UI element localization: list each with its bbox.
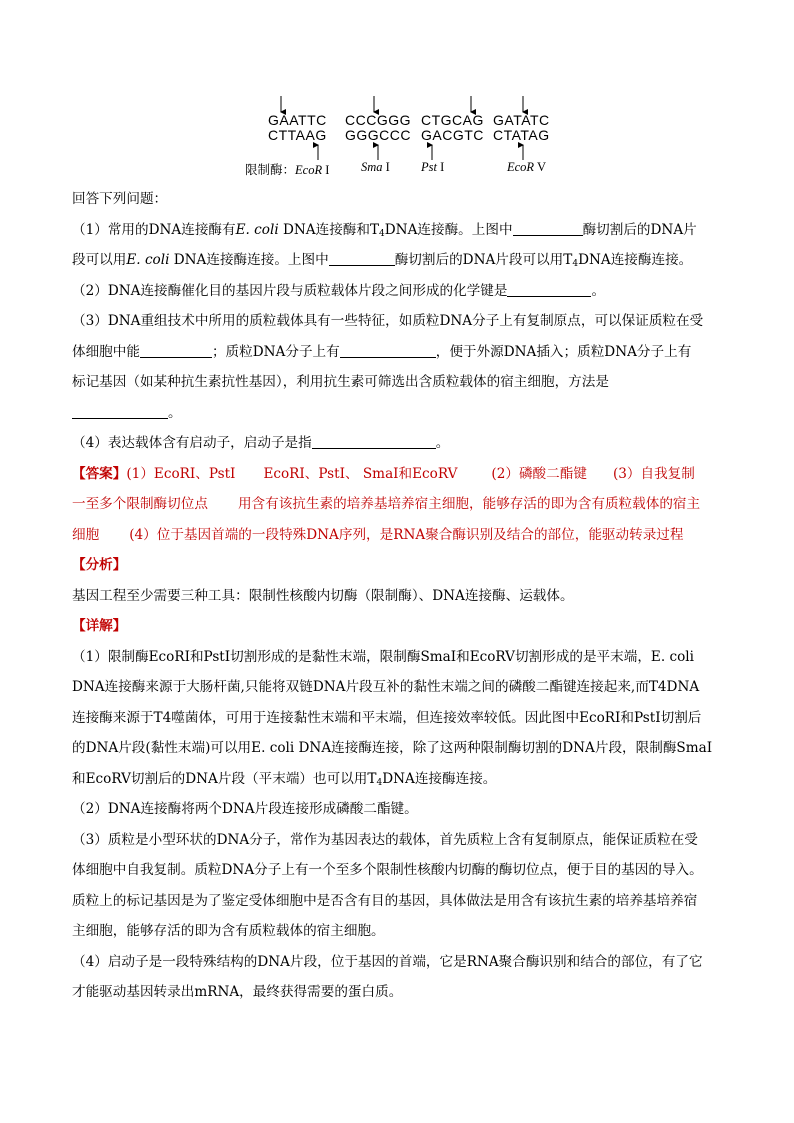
top-strand: GATATC	[493, 112, 550, 128]
q3-line-1	[72, 306, 727, 337]
q3-text: ；质粒DNA分子上有	[211, 343, 340, 360]
answer-text: (4）位于基因首端的一段特殊DNA序列，是RNA聚合酶识别及结合的部位，能驱动转录过程	[129, 526, 684, 543]
q3-blank-2[interactable]	[340, 343, 436, 358]
detail-line	[72, 703, 727, 734]
q2-text: （2）DNA连接酶催化目的基因片段与质粒载体片段之间形成的化学键是	[72, 282, 508, 299]
bottom-strand: GGGCCC	[345, 127, 411, 143]
detail-text: DNA连接酶连接。	[382, 770, 497, 787]
detail-text: 和EcoRV切割后的DNA片段（平末端）也可以用T	[72, 770, 377, 787]
site-ecori-sequence	[268, 113, 327, 143]
q1-line-1	[72, 215, 727, 246]
q3-text: ，便于外源DNA插入；质粒DNA分子上有	[435, 343, 692, 360]
answer-text: (2）磷酸二酯键	[491, 465, 587, 482]
q4-text: （4）表达载体含有启动子，启动子是指	[72, 435, 312, 451]
q1-text: DNA连接酶连接。上图中	[169, 252, 329, 268]
label-prefix: 限制酶：	[245, 163, 296, 177]
q2-line	[72, 276, 727, 307]
analysis-label-line	[72, 550, 727, 581]
subscript-4: 4	[379, 228, 385, 239]
q3-line-3	[72, 367, 727, 398]
enzyme-number: I	[382, 160, 390, 174]
answer-text: 用含有该抗生素的培养基培养宿主细胞，能够存活的即为含有质粒载体的宿主	[237, 496, 701, 512]
q3-text: 体细胞中能	[72, 343, 140, 360]
q1-text: 酶切割后的DNA片段可以用T	[394, 252, 573, 268]
enzyme-label-smai	[361, 160, 390, 175]
q3-blank-3[interactable]	[72, 404, 168, 419]
detail-text: （2）DNA连接酶将两个DNA片段连接形成磷酸二酯键。	[72, 801, 418, 817]
detail-label: 【详解】	[72, 618, 127, 634]
detail-line	[72, 977, 727, 1008]
answer-text: (3）自我复制	[612, 465, 695, 482]
bottom-strand: CTATAG	[493, 127, 550, 143]
detail-line	[72, 672, 727, 703]
detail-line	[72, 855, 727, 886]
q3-text: 标记基因（如某种抗生素抗性基因），利用抗生素可筛选出含质粒载体的宿主细胞，方法是	[72, 374, 609, 390]
answer-line-2	[72, 489, 727, 520]
bottom-strand: CTTAAG	[268, 127, 327, 143]
site-ecorv-sequence	[493, 113, 550, 143]
detail-text: （3）质粒是小型环状的DNA分子，常作为基因表达的载体，首先质粒上含有复制原点，能保证质粒在受	[72, 831, 698, 848]
q1-text: DNA连接酶。上图中	[384, 221, 513, 238]
analysis-label: 【分析】	[72, 557, 127, 573]
q4-text: 。	[435, 435, 450, 451]
site-psti-sequence	[421, 113, 484, 143]
q1-text: （1）常用的DNA连接酶有	[72, 221, 236, 238]
bottom-strand: GACGTC	[421, 127, 484, 143]
detail-text: 质粒上的标记基因是为了鉴定受体细胞中是否含有目的基因，具体做法是用含有该抗生素的培养基培养宿	[72, 892, 698, 909]
intro-text: 回答下列问题：	[72, 191, 168, 207]
q3-text: （3）DNA重组技术中所用的质粒载体具有一些特征，如质粒DNA分子上有复制原点，可以保证质粒在受	[72, 313, 704, 329]
detail-line	[72, 825, 727, 856]
detail-label-line	[72, 611, 727, 642]
detail-text: 体细胞中自我复制。质粒DNA分子上有一个至多个限制性核酸内切酶的酶切位点，便于目的基因的导入。	[72, 862, 703, 878]
q3-text: 。	[168, 404, 182, 421]
answer-line-3	[72, 520, 727, 551]
enzyme-name: EcoR	[295, 163, 323, 177]
detail-text: （4）启动子是一段特殊结构的DNA片段，位于基因的首端，它是RNA聚合酶识别和结合的部位，有了它	[72, 953, 703, 970]
detail-text: （1）限制酶EcoRI和PstI切割形成的是黏性末端，限制酶SmaI和EcoRV切割形成的是平末端，E. coli	[72, 648, 694, 665]
detail-line	[72, 794, 727, 825]
answer-text: EcoRI、PstI、 SmaI和EcoRV	[263, 465, 458, 482]
answer-text: 细胞	[72, 526, 100, 543]
q3-line-4	[72, 398, 727, 429]
q3-line-2	[72, 337, 727, 368]
q4-blank[interactable]	[312, 434, 436, 449]
subscript-4: 4	[572, 259, 579, 269]
enzyme-label-ecori	[245, 160, 329, 178]
site-smai-sequence	[345, 113, 411, 143]
detail-line	[72, 764, 727, 795]
cut-arrows	[0, 0, 794, 185]
enzyme-name: Sma	[361, 160, 383, 174]
answer-text: 一至多个限制酶切位点	[72, 496, 208, 512]
enzyme-number: I	[436, 160, 445, 174]
answer-text: (1）EcoRI、PstI	[126, 465, 236, 482]
q1-text: 酶切割后的DNA片	[582, 221, 697, 238]
detail-line	[72, 947, 727, 978]
top-strand: CCCGGG	[345, 112, 411, 128]
ecoli-italic: E. coli	[235, 221, 279, 238]
enzyme-label-psti	[421, 160, 444, 175]
detail-line	[72, 733, 727, 764]
detail-line	[72, 642, 727, 673]
enzyme-name: EcoR	[507, 160, 535, 174]
detail-text: 连接酶来源于T4噬菌体，可用于连接黏性末端和平末端，但连接效率较低。因此图中EcoRI和PstI切割后	[72, 709, 702, 726]
restriction-site-diagram	[0, 0, 794, 185]
detail-text: 的DNA片段(黏性末端)可以用E. coli DNA连接酶连接，除了这两种限制酶切割的DNA片段，限制酶SmaI	[72, 740, 713, 756]
detail-line	[72, 886, 727, 917]
detail-text: 主细胞，能够存活的即为含有质粒载体的宿主细胞。	[72, 923, 385, 939]
q1-text: 段可以用	[72, 252, 127, 268]
q1-line-2	[72, 245, 727, 276]
q1-blank-2[interactable]	[329, 251, 395, 266]
enzyme-number: V	[534, 160, 547, 174]
q4-line	[72, 428, 727, 459]
q2-blank[interactable]	[507, 282, 591, 297]
analysis-text-line	[72, 581, 727, 612]
analysis-text: 基因工程至少需要三种工具：限制性核酸内切酶（限制酶）、DNA连接酶、运载体。	[72, 587, 574, 604]
enzyme-name: Pst	[421, 160, 437, 174]
q2-text: 。	[591, 282, 606, 299]
answer-line-1	[72, 459, 727, 490]
answer-label: 【答案】	[72, 465, 127, 482]
q3-blank-1[interactable]	[140, 343, 212, 358]
subscript-4: 4	[376, 777, 383, 788]
detail-text: 才能驱动基因转录出mRNA，最终获得需要的蛋白质。	[72, 984, 403, 1000]
detail-line	[72, 916, 727, 947]
ecoli-italic: E. coli	[126, 252, 170, 268]
q1-text: DNA连接酶连接。	[578, 252, 693, 268]
intro-line	[0, 184, 727, 215]
question-body	[72, 184, 727, 1008]
enzyme-label-ecorv	[507, 160, 546, 175]
q1-text: DNA连接酶和T	[278, 221, 380, 238]
top-strand: GAATTC	[268, 112, 327, 128]
enzyme-number: I	[322, 163, 330, 177]
detail-text: DNA连接酶来源于大肠杆菌,只能将双链DNA片段互补的黏性末端之间的磷酸二酯键连接起来,而T4DNA	[72, 679, 700, 695]
q1-blank-1[interactable]	[513, 221, 583, 236]
top-strand: CTGCAG	[421, 112, 484, 128]
